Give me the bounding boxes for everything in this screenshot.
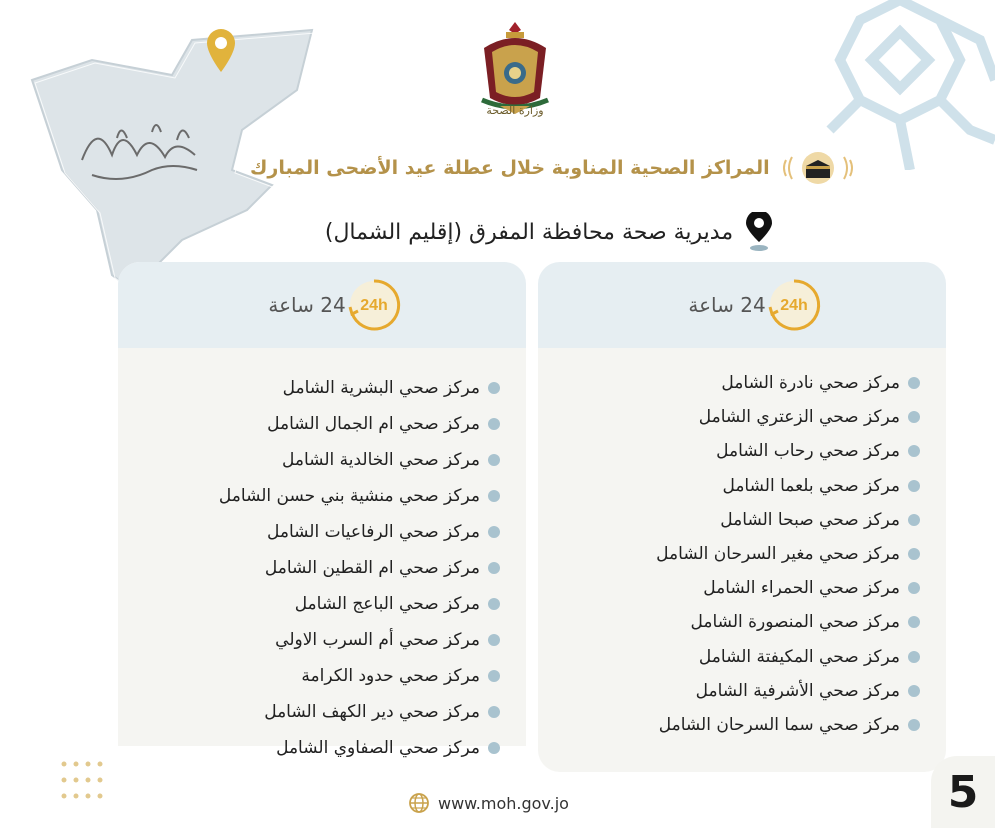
- centers-card-1: [538, 262, 946, 772]
- list-item: مركز صحي ام القطين الشامل: [118, 550, 500, 586]
- list-item: مركز صحي ام الجمال الشامل: [118, 406, 500, 442]
- website-link[interactable]: [408, 792, 569, 814]
- bullet-icon: [488, 634, 500, 646]
- bullet-icon: [488, 706, 500, 718]
- bullet-icon: [488, 742, 500, 754]
- bullet-icon: [488, 670, 500, 682]
- directorate-heading: [270, 208, 830, 256]
- svg-text:24h: 24h: [359, 297, 388, 314]
- list-item: مركز صحي المنصورة الشامل: [538, 605, 920, 639]
- hours-label: 24 ساعة: [688, 293, 766, 317]
- list-item: مركز صحي حدود الكرامة: [118, 658, 500, 694]
- globe-icon: [408, 792, 430, 814]
- list-item: مركز صحي المكيفتة الشامل: [538, 640, 920, 674]
- bullet-icon: [488, 382, 500, 394]
- list-item: مركز صحي نادرة الشامل: [538, 366, 920, 400]
- bullet-icon: [908, 411, 920, 423]
- kaaba-icon: [780, 152, 856, 184]
- list-item: مركز صحي سما السرحان الشامل: [538, 708, 920, 742]
- bullet-icon: [908, 616, 920, 628]
- card-header: [538, 262, 946, 348]
- page-number: 5: [931, 756, 995, 828]
- bullet-icon: [908, 514, 920, 526]
- list-item: مركز صحي الزعتري الشامل: [538, 400, 920, 434]
- bullet-icon: [908, 480, 920, 492]
- website-text: www.moh.gov.jo: [438, 793, 569, 813]
- bullet-icon: [908, 582, 920, 594]
- list-item: مركز صحي منشية بني حسن الشامل: [118, 478, 500, 514]
- decorative-dots: [60, 760, 110, 810]
- list-item: مركز صحي الصفاوي الشامل: [118, 730, 500, 766]
- card-header: [118, 262, 526, 348]
- centers-list: [118, 348, 526, 766]
- ministry-name: وزارة الصحة: [486, 104, 544, 117]
- location-pin-icon: [743, 212, 775, 252]
- bullet-icon: [488, 526, 500, 538]
- card-body: [538, 348, 946, 772]
- centers-card-2: [118, 262, 526, 774]
- bullet-icon: [488, 562, 500, 574]
- clock-24h-icon: [346, 277, 402, 333]
- svg-text:24h: 24h: [779, 297, 808, 314]
- bullet-icon: [908, 377, 920, 389]
- bullet-icon: [908, 548, 920, 560]
- list-item: مركز صحي الباعج الشامل: [118, 586, 500, 622]
- list-item: مركز صحي الرفاعيات الشامل: [118, 514, 500, 550]
- bullet-icon: [908, 445, 920, 457]
- list-item: مركز صحي دير الكهف الشامل: [118, 694, 500, 730]
- bullet-icon: [908, 719, 920, 731]
- list-item: مركز صحي الخالدية الشامل: [118, 442, 500, 478]
- map-pin-icon: [203, 26, 239, 74]
- clock-24h-icon: [766, 277, 822, 333]
- list-item: مركز صحي مغير السرحان الشامل: [538, 537, 920, 571]
- list-item: مركز صحي أم السرب الاولي: [118, 622, 500, 658]
- list-item: مركز صحي البشرية الشامل: [118, 370, 500, 406]
- directorate-text: مديرية صحة محافظة المفرق (إقليم الشمال): [324, 219, 734, 245]
- headline-text: المراكز الصحية المناوبة خلال عطلة عيد الأضحى المبارك: [250, 157, 770, 179]
- list-item: مركز صحي بلعما الشامل: [538, 469, 920, 503]
- bullet-icon: [488, 454, 500, 466]
- bullet-icon: [908, 685, 920, 697]
- centers-list: [538, 348, 946, 742]
- bullet-icon: [488, 418, 500, 430]
- list-item: مركز صحي رحاب الشامل: [538, 434, 920, 468]
- bullet-icon: [488, 490, 500, 502]
- announcement-title: [250, 146, 940, 190]
- bullet-icon: [908, 651, 920, 663]
- hours-label: 24 ساعة: [268, 293, 346, 317]
- list-item: مركز صحي الأشرفية الشامل: [538, 674, 920, 708]
- list-item: مركز صحي الحمراء الشامل: [538, 571, 920, 605]
- geometric-pattern: [820, 0, 995, 170]
- card-body: [118, 348, 526, 758]
- list-item: مركز صحي صبحا الشامل: [538, 503, 920, 537]
- bullet-icon: [488, 598, 500, 610]
